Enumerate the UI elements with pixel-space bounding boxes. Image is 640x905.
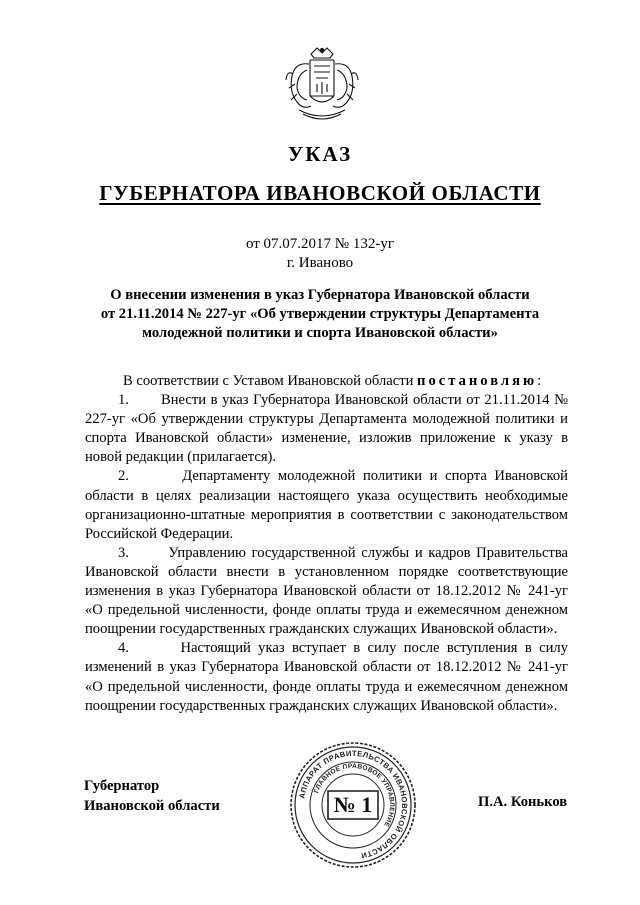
document-heading bbox=[80, 286, 560, 343]
stamp-inner-text: ГЛАВНОЕ ПРАВОВОЕ УПРАВЛЕНИЕ bbox=[313, 762, 396, 828]
position-line: Губернатор bbox=[84, 778, 160, 794]
round-seal-stamp bbox=[289, 741, 417, 869]
decree-keyword: постановляю bbox=[417, 373, 538, 389]
stamp-outer-text: АППАРАТ ПРАВИТЕЛЬСТВА ИВАНОВСКОЙ ОБЛАСТИ bbox=[297, 748, 410, 861]
position-line: Ивановской области bbox=[84, 798, 220, 814]
coat-of-arms-icon bbox=[283, 44, 361, 124]
document-issuer-title: ГУБЕРНАТОРА ИВАНОВСКОЙ ОБЛАСТИ bbox=[99, 181, 541, 205]
signatory-name: П.А. Коньков bbox=[478, 794, 568, 810]
paragraph-3: 3. Управлению государственной службы и кадров Правительства Ивановской области внести в установленном порядке соответствующие изменения в указ Губернатора Ивановской области от 18.12.2012 № 241-уг «О предельной численности, фонде оплаты труда и ежемесячном денежном поощрении государственных гражданских служащих Ивановской области». bbox=[85, 544, 568, 638]
heading-line: О внесении изменения в указ Губернатора Ивановской области bbox=[110, 287, 530, 303]
preamble-paragraph bbox=[85, 372, 568, 391]
document-city: г. Иваново bbox=[286, 255, 354, 271]
heading-line: молодежной политики и спорта Ивановской области» bbox=[142, 325, 498, 341]
heading-line: от 21.11.2014 № 227-уг «Об утверждении структуры Департамента bbox=[100, 306, 540, 322]
preamble-colon: : bbox=[537, 373, 542, 389]
document-date-number: от 07.07.2017 № 132-уг bbox=[245, 236, 395, 252]
document-body bbox=[85, 372, 568, 716]
stamp-number: № 1 bbox=[333, 792, 373, 817]
preamble-text: В соответствии с Уставом Ивановской области bbox=[123, 373, 418, 389]
document-type-title: УКАЗ bbox=[287, 142, 353, 166]
paragraph-2: 2. Департаменту молодежной политики и спорта Ивановской области в целях реализации настоящего указа осуществить необходимые организационно-штатные мероприятия в соответствии с законодательством Российской Федерации. bbox=[85, 468, 568, 542]
paragraph-4: 4. Настоящий указ вступает в силу после вступления в силу изменений в указ Губернатора Ивановской области от 18.12.2012 № 241-уг «О предельной численности, фонде оплаты труда и ежемесячном денежном поощрении государственных гражданских служащих Ивановской области». bbox=[85, 640, 568, 714]
paragraph-1: 1. Внести в указ Губернатора Ивановской области от 21.11.2014 № 227-уг «Об утверждении структуры Департамента молодежной политики и спорта Ивановской области» изменение, изложив приложение к указу в новой редакции (прилагается). bbox=[85, 392, 568, 466]
signatory-position bbox=[84, 776, 220, 816]
